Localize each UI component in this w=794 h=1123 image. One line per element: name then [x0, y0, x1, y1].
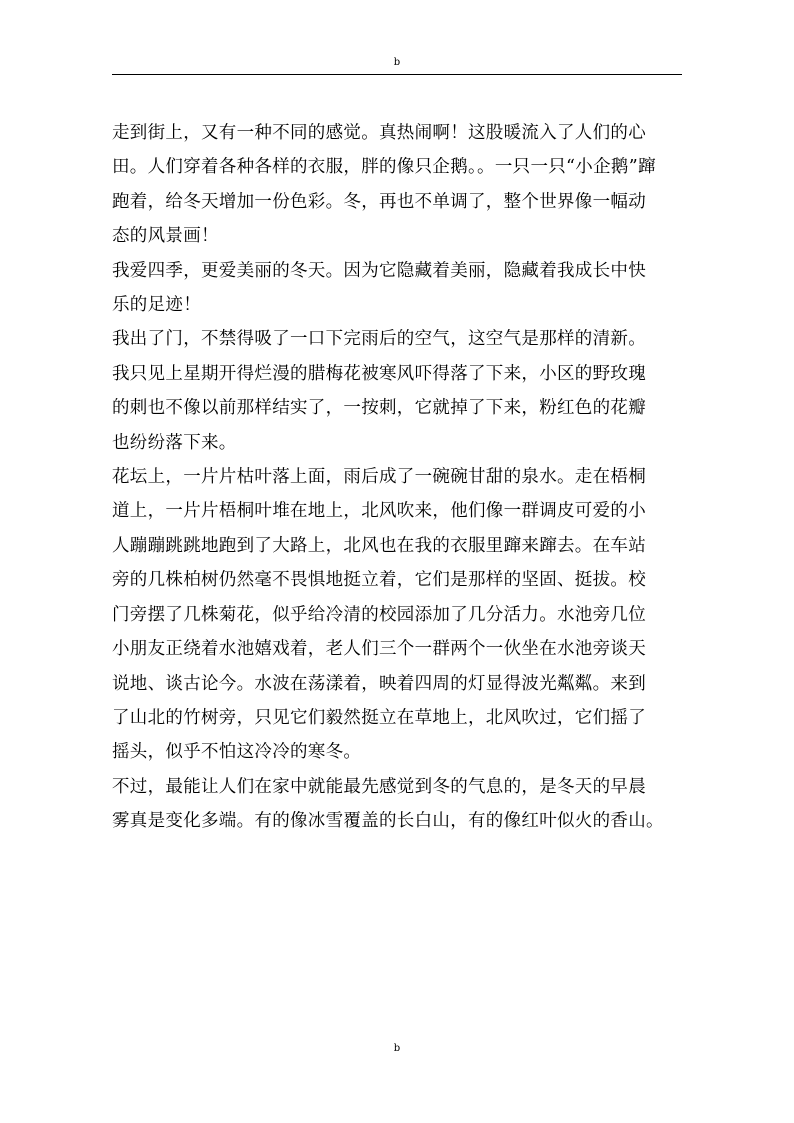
text-line: 的刺也不像以前那样结实了，一按刺，它就掉了下来，粉红色的花瓣: [112, 398, 646, 419]
text-line: 走到街上，又有一种不同的感觉。真热闹啊！这股暖流入了人们的心: [112, 123, 646, 143]
text-line: 我爱四季，更爱美丽的冬天。因为它隐藏着美丽，隐藏着我成长中快: [112, 260, 646, 281]
text-line: 道上，一片片梧桐叶堆在地上，北风吹来，他们像一群调皮可爱的小: [112, 501, 646, 522]
text-line: 也纷纷落下来。: [112, 432, 237, 453]
text-line: 人蹦蹦跳跳地跑到了大路上，北风也在我的衣服里蹿来蹿去。在车站: [112, 535, 646, 556]
page-footer: [112, 1042, 682, 1056]
text-line: 门旁摆了几株菊花，似乎给冷清的校园添加了几分活力。水池旁几位: [112, 604, 646, 625]
text-line: 田。人们穿着各种各样的衣服，胖的像只企鹅。。一只一只“小企鹅”蹿: [112, 157, 656, 178]
document-body: [112, 116, 688, 839]
text-line: 跑着，给冬天增加一份色彩。冬，再也不单调了，整个世界像一幅动: [112, 191, 646, 212]
footer-text: b: [393, 1043, 401, 1054]
text-line: 说地、谈古论今。水波在荡漾着，映着四周的灯显得波光粼粼。来到: [112, 673, 646, 694]
text-line: 旁的几株柏树仍然毫不畏惧地挺立着，它们是那样的坚固、挺拔。校: [112, 570, 646, 591]
text-line: 小朋友正绕着水池嬉戏着，老人们三个一群两个一伙坐在水池旁谈天: [112, 639, 646, 660]
page-header: [112, 56, 682, 75]
text-line: 我只见上星期开得烂漫的腊梅花被寒风吓得落了下来，小区的野玫瑰: [112, 363, 646, 384]
text-line: 了山北的竹树旁，只见它们毅然挺立在草地上，北风吹过，它们摇了: [112, 707, 646, 728]
text-line: 态的风景画！: [112, 226, 219, 247]
text-line: 不过，最能让人们在家中就能最先感觉到冬的气息的，是冬天的早晨: [112, 776, 646, 797]
text-line: 花坛上，一片片枯叶落上面，雨后成了一碗碗甘甜的泉水。走在梧桐: [112, 467, 646, 488]
text-line: 乐的足迹！: [112, 295, 201, 316]
text-line: 摇头，似乎不怕这冷冷的寒冬。: [112, 742, 362, 763]
header-text: b: [393, 57, 401, 68]
text-line: 雾真是变化多端。有的像冰雪覆盖的长白山，有的像红叶似火的香山。: [112, 811, 664, 832]
text-line: 我出了门，不禁得吸了一口下完雨后的空气，这空气是那样的清新。: [112, 329, 646, 350]
